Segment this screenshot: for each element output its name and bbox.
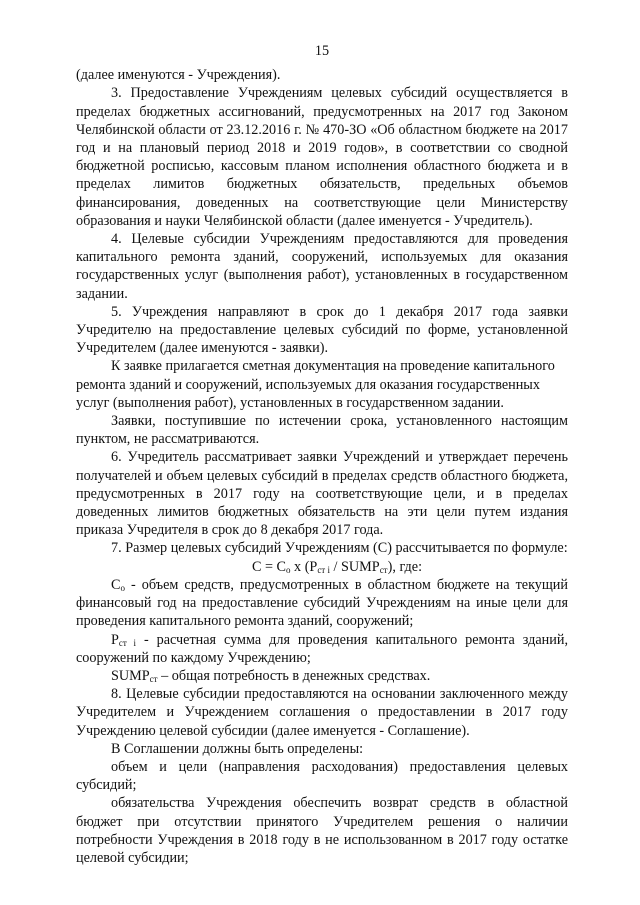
definition-co-text: - объем средств, предусмотренных в областном бюджете на текущий финансовый год на предоставление субсидий Учреждениям на иные цели для проведения капитального ремонта зданий, сооружений; xyxy=(76,576,568,630)
paragraph-intro: (далее именуются - Учреждения). xyxy=(76,67,281,84)
paragraph-8-return-obligation: обязательства Учреждения обеспечить возврат средств в областной бюджет при отсутствии принятого Учредителем решения о наличии потребности Учреждения в 2018 году в не использованном в 2017 году остатке целевой субсидии; xyxy=(76,795,568,866)
definition-sump-symbol: SUMP xyxy=(111,667,150,684)
formula-sub-o: о xyxy=(286,564,291,575)
paragraph-4: 4. Целевые субсидии Учреждениям предоставляются для проведения капитального ремонта зданий, сооружений, используемых для оказания государственных услуг (выполнения работ), установленных в государственном задании. xyxy=(76,231,568,302)
formula-mid1: х (Р xyxy=(290,558,318,575)
formula-sub-st: ст xyxy=(379,564,388,575)
definition-co-sub: о xyxy=(120,582,125,593)
document-page xyxy=(76,42,568,867)
definition-pst-symbol: Р xyxy=(111,631,119,648)
paragraph-7: 7. Размер целевых субсидий Учреждениям (С) рассчитывается по формуле: xyxy=(111,540,568,557)
definition-sump-text: – общая потребность в денежных средствах. xyxy=(157,667,431,684)
formula-mid2: / SUMP xyxy=(330,558,380,575)
page-number: 15 xyxy=(314,43,330,59)
paragraph-6: 6. Учредитель рассматривает заявки Учреждений и утверждает перечень получателей и объем целевых субсидий в пределах средств областного бюджета, предусмотренных в 2017 году на соответствующие цели, и в пределах доведенных лимитов бюджетных обязательств на эти цели путем издания приказа Учредителя в срок до 8 декабря 2017 года. xyxy=(76,449,568,539)
paragraph-5: 5. Учреждения направляют в срок до 1 декабря 2017 года заявки Учредителю на предоставление целевых субсидий по форме, установленной Учредителем (далее именуются - заявки). xyxy=(76,303,568,357)
paragraph-8-volume-goals: объем и цели (направления расходования) предоставления целевых субсидий; xyxy=(76,758,568,794)
definition-co xyxy=(76,576,568,631)
definition-sump xyxy=(76,667,568,685)
paragraph-8-agreement-terms: В Соглашении должны быть определены: xyxy=(111,740,364,757)
paragraph-3: 3. Предоставление Учреждениям целевых субсидий осуществляется в пределах бюджетных ассигнований, предусмотренных на 2017 год Законом Челябинской области от 23.12.2016 г. № 470-ЗО «Об областном бюджете на 2017 год и на плановый период 2018 и 2019 годов», в соответствии со сводной бюджетной росписью, кассовым планом исполнения областного бюджета и в пределах лимитов бюджетных обязательств, предельных объемов финансирования, доведенных на соответствующие цели Министерству образования и науки Челябинской области (далее именуется - Учредитель). xyxy=(76,85,568,229)
definition-sump-sub: ст xyxy=(149,673,158,684)
paragraph-5-late: Заявки, поступившие по истечении срока, установленного настоящим пунктом, не рассматриваются. xyxy=(76,413,568,448)
definition-pst xyxy=(76,631,568,667)
formula-prefix: С = С xyxy=(251,558,286,575)
definition-pst-sub: ст i xyxy=(118,637,136,648)
formula-suffix: ), где: xyxy=(387,558,423,575)
paragraph-5-attachment: К заявке прилагается сметная документация на проведение капитального ремонта зданий и сооружений, используемых для оказания государственных услуг (выполнения работ), установленных в государственном задании. xyxy=(76,358,555,411)
paragraph-8: 8. Целевые субсидии предоставляются на основании заключенного между Учредителем и Учреждением соглашения о предоставлении в 2017 году Учреждению целевой субсидии (далее именуется - Соглашение). xyxy=(76,686,568,739)
formula-sub-st-i: ст i xyxy=(317,564,330,575)
definition-pst-text: - расчетная сумма для проведения капитального ремонта зданий, сооружений по каждому Учреждению; xyxy=(76,631,568,666)
definition-co-symbol: С xyxy=(111,576,121,593)
subsidy-formula xyxy=(76,558,568,576)
